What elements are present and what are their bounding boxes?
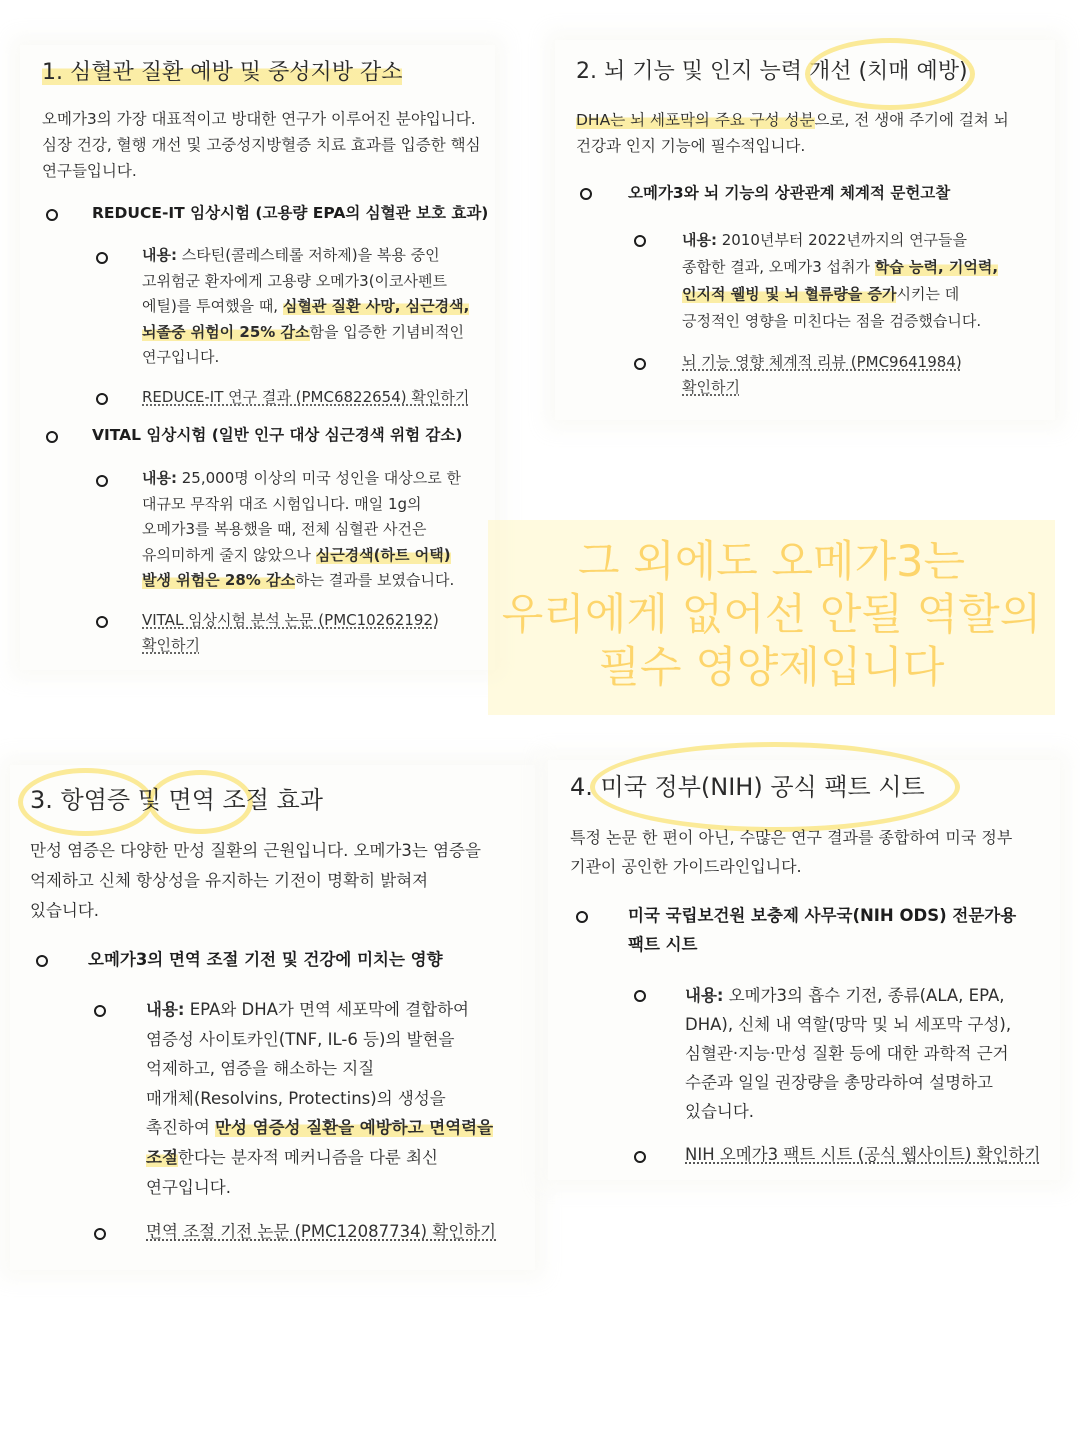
- content-line: 연구입니다.: [142, 348, 220, 367]
- content-label: 내용:: [682, 231, 717, 249]
- content-line: 함을 입증한 기념비적인: [309, 322, 464, 341]
- callout-line: 우리에게 없어선 안될 역할의: [501, 590, 1042, 640]
- bullet-icon: [94, 1228, 106, 1240]
- content-line: DHA), 신체 내 역할(망막 및 뇌 세포막 구성),: [685, 1015, 1012, 1034]
- intro-line: 억제하고 신체 항상성을 유지하는 기전이 명확히 밝혀져: [30, 871, 429, 890]
- bullet-icon: [634, 990, 646, 1002]
- section-3-title: 3. 항염증 및 면역 조절 효과: [30, 786, 323, 814]
- bullet-icon: [46, 209, 58, 221]
- section-1-title: [42, 55, 402, 86]
- content-line: 억제하고, 염증을 해소하는 지질: [146, 1059, 375, 1079]
- immune-heading: 오메가3의 면역 조절 기전 및 건강에 미치는 영향: [88, 950, 443, 969]
- highlight-text: 발생 위험은 28% 감소: [142, 571, 296, 590]
- content-line: 2010년부터 2022년까지의 연구들을: [716, 231, 968, 249]
- bullet-icon: [576, 911, 588, 923]
- content-line: 25,000명 이상의 미국 성인을 대상으로 한: [176, 469, 461, 487]
- bullet-icon: [634, 1151, 646, 1163]
- heading-line: 팩트 시트: [628, 935, 698, 954]
- content-line: 오메가3를 복용했을 때, 전체 심혈관 사건은: [142, 520, 427, 539]
- content-line: 유의미하게 줄지 않았으나: [142, 545, 316, 564]
- intro-line: 심장 건강, 혈행 개선 및 고중성지방혈증 치료 효과를 입증한 핵심: [42, 136, 481, 154]
- content-line: 스타틴(콜레스테롤 저하제)을 복용 중인: [176, 246, 440, 264]
- intro-line: 있습니다.: [30, 901, 100, 920]
- content-line: 대규모 무작위 대조 시험입니다. 매일 1g의: [142, 494, 422, 513]
- highlight-text: 만성 염증성 질환을 예방하고 면역력을: [215, 1118, 494, 1138]
- brain-review-link[interactable]: [682, 350, 962, 400]
- intro-line: 건강과 인지 기능에 필수적입니다.: [576, 137, 806, 155]
- intro-line: 오메가3의 가장 대표적이고 방대한 연구가 이루어진 분야입니다.: [42, 110, 476, 128]
- content-line: EPA와 DHA가 면역 세포막에 결합하여: [184, 1000, 469, 1019]
- section-4-intro: [570, 823, 1050, 881]
- content-label: 내용:: [142, 246, 177, 264]
- content-line: 촉진하여: [146, 1118, 216, 1138]
- bullet-icon: [36, 955, 48, 967]
- link-line: 확인하기: [682, 378, 740, 396]
- link-line: 뇌 기능 영향 체계적 리뷰 (PMC9641984): [682, 353, 962, 371]
- highlight-text: 조절: [146, 1147, 178, 1167]
- bullet-icon: [96, 475, 108, 487]
- intro-line: 만성 염증은 다양한 만성 질환의 근원입니다. 오메가3는 염증을: [30, 841, 481, 860]
- section-2-title: 2. 뇌 기능 및 인지 능력 개선 (치매 예방): [576, 59, 968, 84]
- brain-review-content: [682, 227, 1042, 335]
- intro-line: 연구들입니다.: [42, 162, 137, 180]
- brain-review-heading: 오메가3와 뇌 기능의 상관관계 체계적 문헌고찰: [628, 184, 951, 202]
- intro-line: 특정 논문 한 편이 아닌, 수많은 연구 결과를 종합하여 미국 정부: [570, 828, 1013, 847]
- highlight-text: 학습 능력, 기억력,: [874, 258, 999, 276]
- content-line: 고위험군 환자에게 고용량 오메가3(이코사펜트: [142, 271, 448, 290]
- content-line: 매개체(Resolvins, Protectins)의 생성을: [146, 1088, 446, 1108]
- link-line: VITAL 임상시험 분석 논문 (PMC10262192): [142, 611, 439, 629]
- bullet-icon: [96, 252, 108, 264]
- content-label: 내용:: [685, 986, 724, 1005]
- highlight-text: DHA는 뇌 세포막의 주요 구성 성분: [576, 111, 815, 129]
- highlight-text: 심혈관 질환 사망, 심근경색,: [282, 297, 470, 316]
- highlight-loop-decoration: [805, 38, 975, 110]
- vital-content: [142, 466, 487, 594]
- bullet-icon: [96, 393, 108, 405]
- bullet-icon: [634, 235, 646, 247]
- highlight-text: 인지적 웰빙 및 뇌 혈류량을 증가: [682, 285, 897, 303]
- callout-line: 필수 영양제입니다: [598, 643, 945, 693]
- content-line: 시키는 데: [896, 285, 960, 303]
- reduce-it-link[interactable]: REDUCE-IT 연구 결과 (PMC6822654) 확인하기: [142, 388, 470, 406]
- nih-heading: [628, 901, 1016, 959]
- highlight-text: 뇌졸중 위험이 25% 감소: [142, 322, 310, 341]
- content-line: 종합한 결과, 오메가3 섭취가: [682, 258, 875, 276]
- content-line: 수준과 일일 권장량을 총망라하여 설명하고: [685, 1073, 993, 1092]
- reduce-it-heading: REDUCE-IT 임상시험 (고용량 EPA의 심혈관 보호 효과): [92, 204, 489, 222]
- immune-link[interactable]: 면역 조절 기전 논문 (PMC12087734) 확인하기: [146, 1222, 497, 1241]
- content-line: 에틸)를 투여했을 때,: [142, 297, 283, 316]
- section-3-intro: [30, 836, 520, 926]
- section-1-title-text: 1. 심혈관 질환 예방 및 중성지방 감소: [42, 60, 403, 85]
- bullet-icon: [94, 1005, 106, 1017]
- heading-line: 미국 국립보건원 보충제 사무국(NIH ODS) 전문가용: [628, 906, 1017, 925]
- nih-content: [685, 981, 1055, 1126]
- content-line: 염증성 사이토카인(TNF, IL-6 등)의 발현을: [146, 1029, 455, 1049]
- vital-link[interactable]: [142, 608, 439, 658]
- content-line: 오메가3의 흡수 기전, 종류(ALA, EPA,: [723, 986, 1005, 1005]
- bullet-icon: [580, 188, 592, 200]
- vital-heading: VITAL 임상시험 (일반 인구 대상 심근경색 위험 감소): [92, 426, 463, 444]
- section-4-title: 4. 미국 정부(NIH) 공식 팩트 시트: [570, 773, 925, 801]
- highlight-text: 심근경색(하트 어택): [315, 545, 451, 564]
- bullet-icon: [634, 358, 646, 370]
- content-line: 한다는 분자적 메커니즘을 다룬 최신: [177, 1147, 438, 1167]
- content-line: 하는 결과를 보였습니다.: [295, 571, 455, 590]
- content-line: 긍정적인 영향을 미친다는 점을 검증했습니다.: [682, 312, 982, 330]
- content-line: 심혈관·지능·만성 질환 등에 대한 과학적 근거: [685, 1044, 1009, 1063]
- nih-link[interactable]: NIH 오메가3 팩트 시트 (공식 웹사이트) 확인하기: [685, 1145, 1041, 1164]
- content-label: 내용:: [146, 1000, 185, 1019]
- reduce-it-content: [142, 243, 482, 371]
- section-1-intro: [42, 106, 482, 184]
- callout-text: [488, 536, 1055, 695]
- content-line: 연구입니다.: [146, 1177, 231, 1197]
- callout-line: 그 외에도 오메가3는: [578, 537, 965, 587]
- intro-line: 으로, 전 생애 주기에 걸쳐 뇌: [814, 111, 1009, 129]
- link-line: 확인하기: [142, 636, 200, 654]
- content-label: 내용:: [142, 469, 177, 487]
- bullet-icon: [46, 431, 58, 443]
- immune-content: [146, 995, 521, 1202]
- section-2-intro: [576, 107, 1046, 159]
- intro-line: 기관이 공인한 가이드라인입니다.: [570, 857, 802, 876]
- bullet-icon: [96, 616, 108, 628]
- content-line: 있습니다.: [685, 1102, 755, 1121]
